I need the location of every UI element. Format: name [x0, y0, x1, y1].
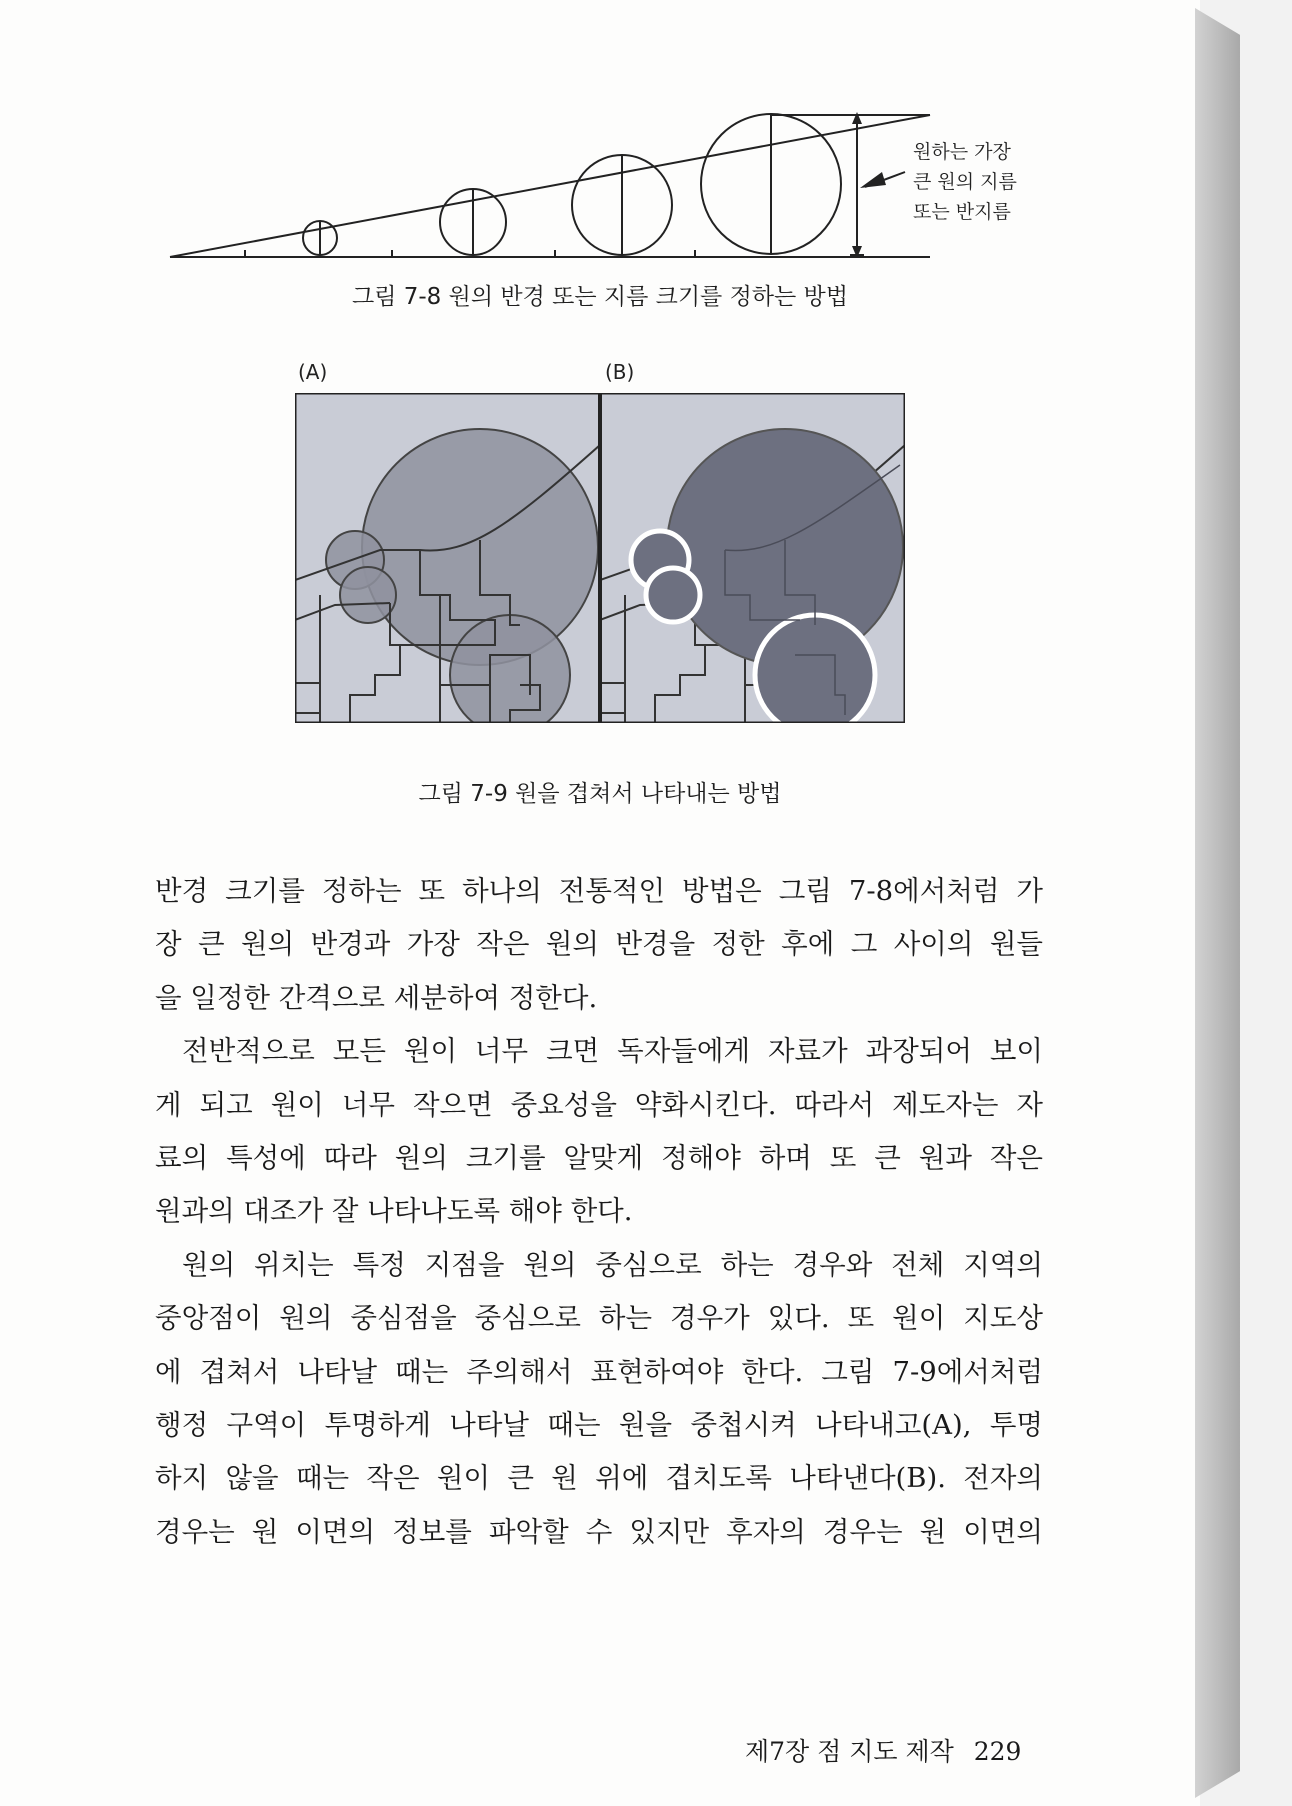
- text-line: 원의 위치는 특정 지점을 원의 중심으로 하는 경우와 전체 지역의: [182, 1248, 1043, 1281]
- text-line: 장 큰 원의 반경과 가장 작은 원의 반경을 정한 후에 그 사이의 원들: [155, 928, 1043, 961]
- panel-a-map: [295, 393, 600, 735]
- annotation-line-1: 원하는 가장: [913, 141, 1011, 163]
- wedge-top-line: [170, 115, 930, 257]
- small-circle: [340, 567, 396, 623]
- page-footer: [745, 1732, 1021, 1768]
- text-line: 에 겹쳐서 나타날 때는 주의해서 표현하여야 한다. 그림 7-9에서처럼: [155, 1355, 1043, 1388]
- page-edge-shadow: [1195, 8, 1240, 1798]
- figure-7-9-diagram: [280, 355, 920, 755]
- text-line: 행정 구역이 투명하게 나타날 때는 원을 중첩시켜 나타내고(A), 투명: [155, 1409, 1043, 1442]
- panel-b-map: [600, 393, 905, 735]
- text-line: 중앙점이 원의 중심점을 중심으로 하는 경우가 있다. 또 원이 지도상: [155, 1302, 1043, 1335]
- annotation-line-3: 또는 반지름: [913, 201, 1011, 223]
- body-text: [155, 865, 1043, 1559]
- page-number: 229: [973, 1737, 1022, 1766]
- text-line: 경우는 원 이면의 정보를 파악할 수 있지만 후자의 경우는 원 이면의: [155, 1515, 1043, 1548]
- panel-b-label: (B): [605, 360, 635, 384]
- text-line: 반경 크기를 정하는 또 하나의 전통적인 방법은 그림 7-8에서처럼 가: [155, 875, 1043, 907]
- text-line: 을 일정한 간격으로 세분하여 정한다.: [155, 981, 598, 1014]
- annotation-arrowhead: [860, 172, 886, 188]
- small-circle: [646, 568, 700, 622]
- medium-circle: [755, 615, 875, 735]
- text-line: 게 되고 원이 너무 작으면 중요성을 약화시킨다. 따라서 제도자는 자: [155, 1088, 1043, 1121]
- chapter-title: 제7장 점 지도 제작: [745, 1737, 954, 1766]
- text-line: 료의 특성에 따라 원의 크기를 알맞게 정해야 하며 또 큰 원과 작은: [155, 1142, 1044, 1175]
- text-line: 하지 않을 때는 작은 원이 큰 원 위에 겹치도록 나타낸다(B). 전자의: [155, 1462, 1043, 1495]
- annotation-line-2: 큰 원의 지름: [913, 171, 1017, 193]
- text-line: 전반적으로 모든 원이 너무 크면 독자들에게 자료가 과장되어 보이: [182, 1035, 1043, 1068]
- figure-7-8-caption: 그림 7-8 원의 반경 또는 지름 크기를 정하는 방법: [352, 284, 848, 310]
- text-line: 원과의 대조가 잘 나타나도록 해야 한다.: [155, 1195, 633, 1228]
- figure-7-8-diagram: [160, 100, 1017, 270]
- figure-7-9-caption: 그림 7-9 원을 겹쳐서 나타내는 방법: [418, 781, 782, 807]
- arrowhead-top: [852, 112, 862, 124]
- panel-a-label: (A): [298, 360, 328, 384]
